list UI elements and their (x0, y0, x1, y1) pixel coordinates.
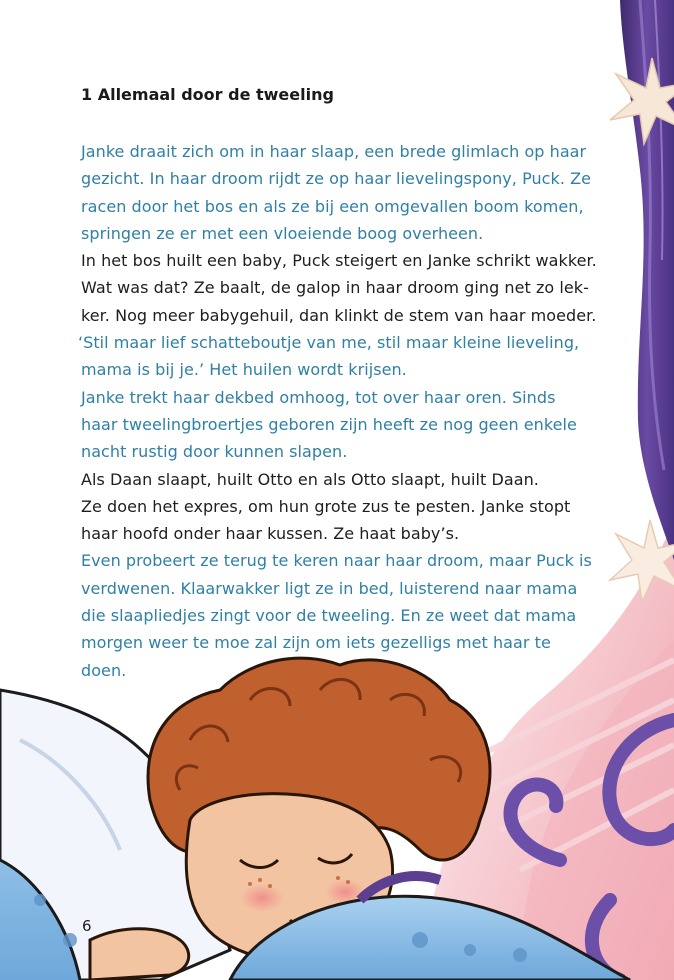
story-line: Janke trekt haar dekbed omhoog, tot over haar oren. Sinds (81, 387, 556, 407)
story-line: Als Daan slaapt, huilt Otto en als Otto slaapt, huilt Daan. (81, 469, 539, 489)
chapter-title: 1 Allemaal door de tweeling (81, 85, 334, 104)
cheek-blush (240, 884, 284, 912)
story-line: Ze doen het expres, om hun grote zus te pesten. Janke stopt (81, 496, 571, 516)
story-line: morgen weer te moe zal zijn om iets gezelligs met haar te (81, 633, 551, 653)
story-line: ker. Nog meer babygehuil, dan klinkt de stem van haar moeder. (81, 305, 597, 325)
story-line: racen door het bos en als ze bij een omgevallen boom komen, (81, 196, 584, 216)
story-line: Janke draait zich om in haar slaap, een brede glimlach op haar (81, 142, 587, 161)
story-line: gezicht. In haar droom rijdt ze op haar lievelingspony, Puck. Ze (81, 169, 592, 189)
story-line: verdwenen. Klaarwakker ligt ze in bed, luisterend naar mama (81, 578, 578, 598)
story-line: mama is bij je.’ Het huilen wordt krijsen. (81, 360, 407, 380)
story-line: springen ze er met een vloeiende boog overheen. (81, 223, 484, 243)
story-line: Wat was dat? Ze baalt, de galop in haar droom ging net zo lek- (81, 278, 589, 298)
story-text (78, 84, 601, 684)
story-line: In het bos huilt een baby, Puck steigert en Janke schrikt wakker. (81, 251, 597, 271)
story-line: nacht rustig door kunnen slapen. (81, 442, 348, 462)
page-number: 6 (82, 917, 92, 935)
story-line: doen. (81, 660, 127, 680)
story-line: Even probeert ze terug te keren naar haar droom, maar Puck is (81, 551, 592, 571)
story-line: ‘Stil maar lief schatteboutje van me, stil maar kleine lieveling, (78, 333, 580, 353)
story-line: haar hoofd onder haar kussen. Ze haat baby’s. (81, 524, 460, 544)
story-paragraphs (78, 138, 601, 684)
story-line: die slaapliedjes zingt voor de tweeling. En ze weet dat mama (81, 606, 577, 626)
story-line: haar tweelingbroertjes geboren zijn heeft ze nog geen enkele (81, 414, 577, 434)
hand (90, 929, 189, 980)
